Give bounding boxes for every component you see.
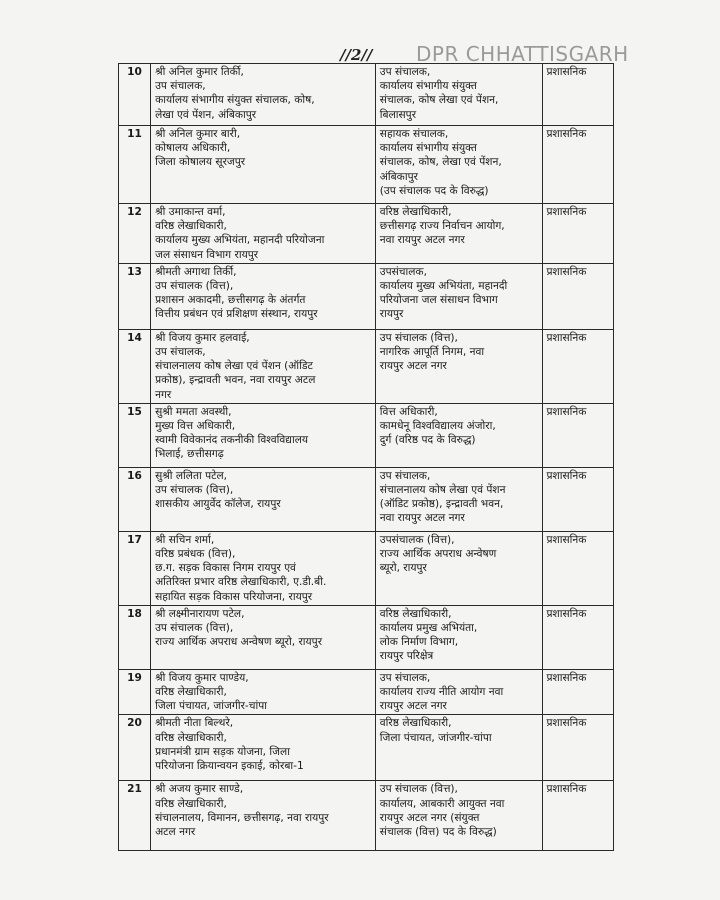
transfer-type: प्रशासनिक <box>542 781 613 851</box>
new-posting-cell <box>375 669 542 715</box>
current-posting-line: प्रधानमंत्री ग्राम सड़क योजना, जिला <box>155 745 290 758</box>
new-posting-line: परियोजना जल संसाधन विभाग <box>379 294 498 307</box>
current-posting-line: सुश्री ललिता पटेल, <box>155 469 228 482</box>
current-posting-cell <box>151 64 376 126</box>
row-number: 13 <box>119 263 151 329</box>
new-posting-line: छत्तीसगढ़ राज्य निर्वाचन आयोग, <box>379 220 505 233</box>
current-posting-line: जिला कोषालय सूरजपुर <box>155 156 246 169</box>
current-posting-line: उप संचालक, <box>155 346 206 359</box>
new-posting-line: रायपुर अटल नगर <box>379 360 447 373</box>
current-posting-line: श्रीमती अगाथा तिर्की, <box>155 265 237 278</box>
table-row <box>119 669 614 715</box>
current-posting-line: श्री लक्ष्मीनारायण पटेल, <box>155 607 245 620</box>
current-posting-line: अतिरिक्त प्रभार वरिष्ठ लेखाधिकारी, ए.डी.बी. <box>155 576 327 589</box>
table-row <box>119 204 614 264</box>
new-posting-cell <box>375 605 542 669</box>
table-row <box>119 605 614 669</box>
new-posting-cell <box>375 329 542 403</box>
current-posting-line: उप संचालक (वित्त), <box>155 484 234 497</box>
current-posting-line: संचालनालय, विमानन, छत्तीसगढ़, नवा रायपुर <box>155 811 329 824</box>
current-posting-line: श्री विजय कुमार हलवाई, <box>155 331 250 344</box>
current-posting-line: श्री अनिल कुमार बारी, <box>155 128 241 140</box>
table-row <box>119 263 614 329</box>
table-row <box>119 329 614 403</box>
transfer-type: प्रशासनिक <box>542 531 613 605</box>
transfer-type: प्रशासनिक <box>542 64 613 126</box>
new-posting-cell <box>375 403 542 467</box>
new-posting-line: उप संचालक, <box>379 66 431 78</box>
row-number: 19 <box>119 669 151 715</box>
current-posting-line: प्रशासन अकादमी, छत्तीसगढ़ के अंतर्गत <box>155 294 306 307</box>
new-posting-line: वरिष्ठ लेखाधिकारी, <box>379 206 452 218</box>
current-posting-line: श्री अनिल कुमार तिर्की, <box>155 66 244 78</box>
current-posting-line: श्री उमाकान्त वर्मा, <box>155 206 226 218</box>
current-posting-line: वरिष्ठ लेखाधिकारी, <box>155 797 227 810</box>
current-posting-line: अटल नगर <box>155 826 196 839</box>
table-row <box>119 403 614 467</box>
row-number: 21 <box>119 781 151 851</box>
current-posting-line: शासकीय आयुर्वेद कॉलेज, रायपुर <box>155 498 281 511</box>
current-posting-cell <box>151 263 376 329</box>
new-posting-line: उप संचालक (वित्त), <box>379 331 458 344</box>
row-number: 12 <box>119 204 151 264</box>
new-posting-line: संचालनालय कोष लेखा एवं पेंशन <box>379 484 506 497</box>
transfer-type: प्रशासनिक <box>542 329 613 403</box>
current-posting-line: कार्यालय संभागीय संयुक्त संचालक, कोष, <box>155 94 315 107</box>
new-posting-line: (ऑडिट प्रकोष्ठ), इन्द्रावती भवन, <box>379 498 504 511</box>
new-posting-cell <box>375 64 542 126</box>
new-posting-line: नवा रायपुर अटल नगर <box>379 512 465 525</box>
new-posting-line: संचालक, कोष लेखा एवं पेंशन, <box>379 94 499 107</box>
new-posting-line: उप संचालक, <box>379 469 431 482</box>
current-posting-cell <box>151 126 376 204</box>
new-posting-line: राज्य आर्थिक अपराध अन्वेषण <box>379 548 497 561</box>
current-posting-line: श्री सचिन शर्मा, <box>155 533 215 546</box>
new-posting-line: संचालक, कोष, लेखा एवं पेंशन, <box>379 156 502 169</box>
transfer-type: प्रशासनिक <box>542 605 613 669</box>
current-posting-line: मुख्य वित्त अधिकारी, <box>155 420 236 433</box>
transfer-type: प्रशासनिक <box>542 263 613 329</box>
page-number: //2// <box>340 46 373 64</box>
new-posting-line: दुर्ग (वरिष्ठ पद के विरुद्ध) <box>379 434 476 447</box>
new-posting-line: लोक निर्माण विभाग, <box>379 636 459 649</box>
current-posting-cell <box>151 403 376 467</box>
current-posting-cell <box>151 204 376 264</box>
current-posting-line: वित्तीय प्रबंधन एवं प्रशिक्षण संस्थान, रायपुर <box>155 308 318 321</box>
transfer-type: प्रशासनिक <box>542 715 613 781</box>
table-row <box>119 715 614 781</box>
new-posting-cell <box>375 204 542 264</box>
new-posting-line: कार्यालय मुख्य अभियंता, महानदी <box>379 280 508 293</box>
current-posting-line: जिला पंचायत, जांजगीर-चांपा <box>155 700 267 713</box>
current-posting-cell <box>151 531 376 605</box>
transfer-type: प्रशासनिक <box>542 204 613 264</box>
current-posting-line: परियोजना क्रियान्वयन इकाई, कोरबा-1 <box>155 760 304 773</box>
new-posting-line: उपसंचालक, <box>379 265 427 278</box>
new-posting-line: संचालक (वित्त) पद के विरुद्ध) <box>379 826 497 839</box>
new-posting-line: उपसंचालक (वित्त), <box>379 533 455 546</box>
new-posting-line: रायपुर अटल नगर (संयुक्त <box>379 811 480 824</box>
row-number: 14 <box>119 329 151 403</box>
row-number: 15 <box>119 403 151 467</box>
watermark: DPR CHHATTISGARH <box>416 42 629 66</box>
new-posting-cell <box>375 715 542 781</box>
current-posting-cell <box>151 669 376 715</box>
new-posting-line: कार्यालय राज्य नीति आयोग नवा <box>379 686 504 699</box>
new-posting-line: (उप संचालक पद के विरुद्ध) <box>379 184 489 197</box>
current-posting-cell <box>151 329 376 403</box>
new-posting-line: नागरिक आपूर्ति निगम, नवा <box>379 346 485 359</box>
current-posting-line: जल संसाधन विभाग रायपुर <box>155 248 259 261</box>
new-posting-cell <box>375 467 542 531</box>
current-posting-cell <box>151 467 376 531</box>
current-posting-line: कार्यालय मुख्य अभियंता, महानदी परियोजना <box>155 234 325 247</box>
current-posting-line: राज्य आर्थिक अपराध अन्वेषण ब्यूरो, रायपुर <box>155 636 323 649</box>
current-posting-line: वरिष्ठ लेखाधिकारी, <box>155 686 227 699</box>
current-posting-line: नगर <box>155 388 172 401</box>
transfer-type: प्रशासनिक <box>542 467 613 531</box>
new-posting-line: कामधेनू विश्वविद्यालय अंजोरा, <box>379 420 496 433</box>
new-posting-line: बिलासपुर <box>379 108 417 121</box>
current-posting-line: श्री अजय कुमार साण्डे, <box>155 783 244 796</box>
new-posting-line: कार्यालय संभागीय संयुक्त <box>379 80 477 93</box>
current-posting-line: छ.ग. सड़क विकास निगम रायपुर एवं <box>155 562 296 575</box>
row-number: 16 <box>119 467 151 531</box>
current-posting-line: लेखा एवं पेंशन, अंबिकापुर <box>155 108 257 121</box>
row-number: 18 <box>119 605 151 669</box>
new-posting-line: रायपुर <box>379 308 404 321</box>
current-posting-line: भिलाई, छत्तीसगढ़ <box>155 448 224 461</box>
new-posting-line: वरिष्ठ लेखाधिकारी, <box>379 717 452 730</box>
table-row <box>119 467 614 531</box>
new-posting-line: नवा रायपुर अटल नगर <box>379 234 465 247</box>
row-number: 20 <box>119 715 151 781</box>
new-posting-line: वरिष्ठ लेखाधिकारी, <box>379 607 452 620</box>
transfer-type: प्रशासनिक <box>542 669 613 715</box>
current-posting-line: श्री विजय कुमार पाण्डेय, <box>155 671 249 684</box>
current-posting-line: स्वामी विवेकानंद तकनीकी विश्वविद्यालय <box>155 434 309 447</box>
new-posting-line: कार्यालय, आबकारी आयुक्त नवा <box>379 797 505 810</box>
new-posting-line: उप संचालक (वित्त), <box>379 783 458 796</box>
current-posting-line: वरिष्ठ लेखाधिकारी, <box>155 220 227 233</box>
new-posting-cell <box>375 126 542 204</box>
new-posting-cell <box>375 531 542 605</box>
current-posting-line: कोषालय अधिकारी, <box>155 142 231 155</box>
new-posting-line: अंबिकापुर <box>379 170 418 183</box>
row-number: 10 <box>119 64 151 126</box>
transfer-type: प्रशासनिक <box>542 126 613 204</box>
current-posting-line: वरिष्ठ लेखाधिकारी, <box>155 731 227 744</box>
current-posting-line: सहायित सड़क विकास परियोजना, रायपुर <box>155 590 313 603</box>
table-row <box>119 531 614 605</box>
row-number: 11 <box>119 126 151 204</box>
current-posting-cell <box>151 605 376 669</box>
current-posting-line: संचालनालय कोष लेखा एवं पेंशन (ऑडिट <box>155 360 313 373</box>
new-posting-line: रायपुर अटल नगर <box>379 700 447 713</box>
new-posting-cell <box>375 263 542 329</box>
new-posting-line: उप संचालक, <box>379 671 431 684</box>
table-row <box>119 781 614 851</box>
new-posting-line: वित्त अधिकारी, <box>379 405 438 418</box>
new-posting-line: कार्यालय प्रमुख अभियंता, <box>379 622 478 635</box>
transfer-type: प्रशासनिक <box>542 403 613 467</box>
current-posting-cell <box>151 781 376 851</box>
current-posting-line: उप संचालक (वित्त), <box>155 622 234 635</box>
transfer-table <box>118 63 614 851</box>
current-posting-line: उप संचालक, <box>155 80 206 93</box>
current-posting-line: उप संचालक (वित्त), <box>155 280 234 293</box>
new-posting-line: जिला पंचायत, जांजगीर-चांपा <box>379 731 492 744</box>
current-posting-cell <box>151 715 376 781</box>
new-posting-line: कार्यालय संभागीय संयुक्त <box>379 142 477 155</box>
new-posting-line: ब्यूरो, रायपुर <box>379 562 427 575</box>
new-posting-line: रायपुर परिक्षेत्र <box>379 650 434 663</box>
current-posting-line: सुश्री ममता अवस्थी, <box>155 405 232 418</box>
new-posting-cell <box>375 781 542 851</box>
table-row <box>119 126 614 204</box>
row-number: 17 <box>119 531 151 605</box>
current-posting-line: प्रकोष्ठ), इन्द्रावती भवन, नवा रायपुर अटल <box>155 374 316 387</box>
new-posting-line: सहायक संचालक, <box>379 128 449 140</box>
table-row <box>119 64 614 126</box>
current-posting-line: वरिष्ठ प्रबंधक (वित्त), <box>155 548 236 561</box>
current-posting-line: श्रीमती नीता बिल्थरे, <box>155 717 234 730</box>
